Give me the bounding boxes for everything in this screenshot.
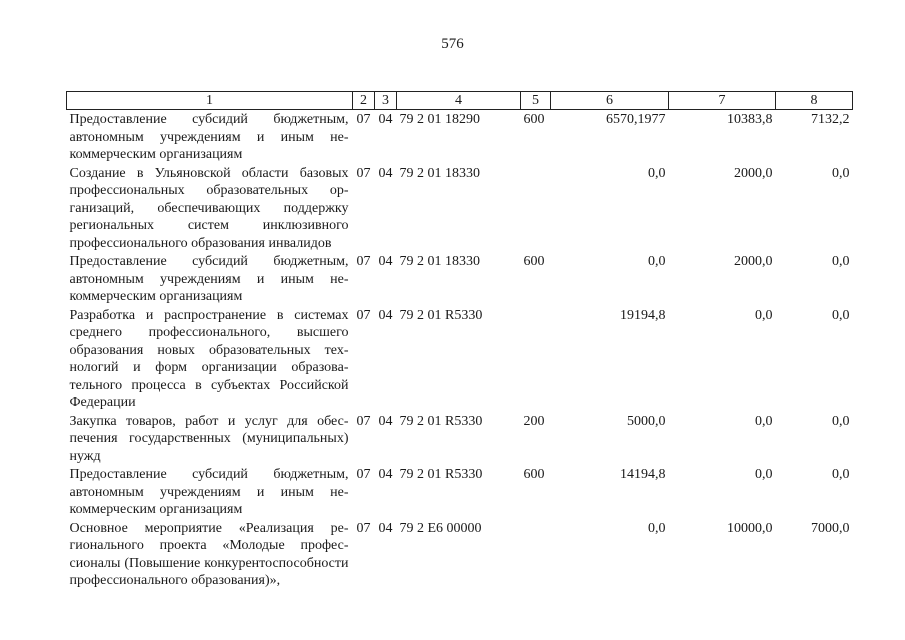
row-value-7: 0,0 [755,413,773,429]
row-value-6: 0,0 [648,520,666,536]
row-expense-type [521,306,551,412]
row-section: 07 [356,413,371,429]
row-target-code: 79 2 01 18330 [399,254,480,269]
header-col-2: 2 [353,92,375,110]
row-name: Закупка товаров, работ и услуг для обеспечения государственных (муниципальных) нужд [69,413,349,464]
row-expense-type: 200 [523,413,545,429]
row-value-6: 6570,1977 [606,112,666,127]
row-expense-type: 600 [523,254,545,269]
row-value-8: 7000,0 [811,520,850,536]
row-name: Разработка и распространение в системах среднего профессионального, высшего образования новых образовательных технологий и форм организации образовательного процесса в субъектах Российской Федерации [69,307,349,410]
row-section: 07 [356,520,371,536]
row-value-7: 0,0 [755,467,773,482]
row-value-6: 5000,0 [627,413,666,429]
row-value-7: 10000,0 [727,520,773,536]
row-target-code: 79 2 01 R5330 [399,413,483,429]
row-subsection: 04 [378,307,393,323]
row-name: Основное мероприятие «Реализация регионального проекта «Молодые профессионалы (Повышение конкурентоспособности профессионального образования)», [69,520,349,588]
row-section: 07 [356,254,371,269]
row-subsection: 04 [378,254,393,269]
row-value-8: 0,0 [832,254,850,269]
row-value-8: 0,0 [832,413,850,429]
row-subsection: 04 [378,413,393,429]
row-subsection: 04 [378,112,393,127]
header-col-3: 3 [375,92,397,110]
table-row [67,519,853,590]
row-subsection: 04 [378,165,393,181]
table-row [67,110,853,164]
row-target-code: 79 2 01 R5330 [399,307,483,323]
row-value-7: 10383,8 [727,112,773,127]
row-expense-type [521,164,551,253]
row-value-8: 7132,2 [811,112,850,127]
row-name: Предоставление субсидий бюджетным, автономным учреждениям и иным некоммерческим организациям [69,467,349,517]
table-row [67,465,853,519]
header-col-5: 5 [521,92,551,110]
table-row [67,164,853,253]
header-col-8: 8 [776,92,853,110]
row-value-7: 0,0 [755,307,773,323]
row-value-8: 0,0 [832,467,850,482]
row-value-6: 19194,8 [620,307,666,323]
header-col-7: 7 [669,92,776,110]
budget-table [66,91,853,590]
table-row [67,306,853,412]
row-section: 07 [356,467,371,482]
row-section: 07 [356,112,371,127]
row-value-7: 2000,0 [734,254,773,269]
row-subsection: 04 [378,520,393,536]
table-row [67,252,853,306]
row-expense-type [521,519,551,590]
row-target-code: 79 2 01 18290 [399,112,480,127]
row-target-code: 79 2 01 R5330 [399,467,483,482]
row-target-code: 79 2 01 18330 [399,165,480,181]
row-value-8: 0,0 [832,165,850,181]
row-target-code: 79 2 E6 00000 [399,520,482,536]
header-row [67,92,853,110]
row-value-7: 2000,0 [734,165,773,181]
header-col-4: 4 [397,92,521,110]
row-name: Создание в Ульяновской области базовых профессиональных образовательных организаций, обеспечивающих поддержку региональных систем инклюзивного профессионального образования инвалидов [69,165,349,251]
row-expense-type: 600 [523,112,545,127]
table-row [67,412,853,466]
header-col-6: 6 [551,92,669,110]
page-number: 576 [441,36,464,52]
row-value-6: 0,0 [648,254,666,269]
header-col-1: 1 [67,92,353,110]
row-name: Предоставление субсидий бюджетным, автономным учреждениям и иным некоммерческим организациям [69,112,349,162]
row-name: Предоставление субсидий бюджетным, автономным учреждениям и иным некоммерческим организациям [69,254,349,304]
row-value-6: 14194,8 [620,467,666,482]
row-value-8: 0,0 [832,307,850,323]
row-subsection: 04 [378,467,393,482]
row-section: 07 [356,165,371,181]
row-section: 07 [356,307,371,323]
row-value-6: 0,0 [648,165,666,181]
row-expense-type: 600 [523,467,545,482]
